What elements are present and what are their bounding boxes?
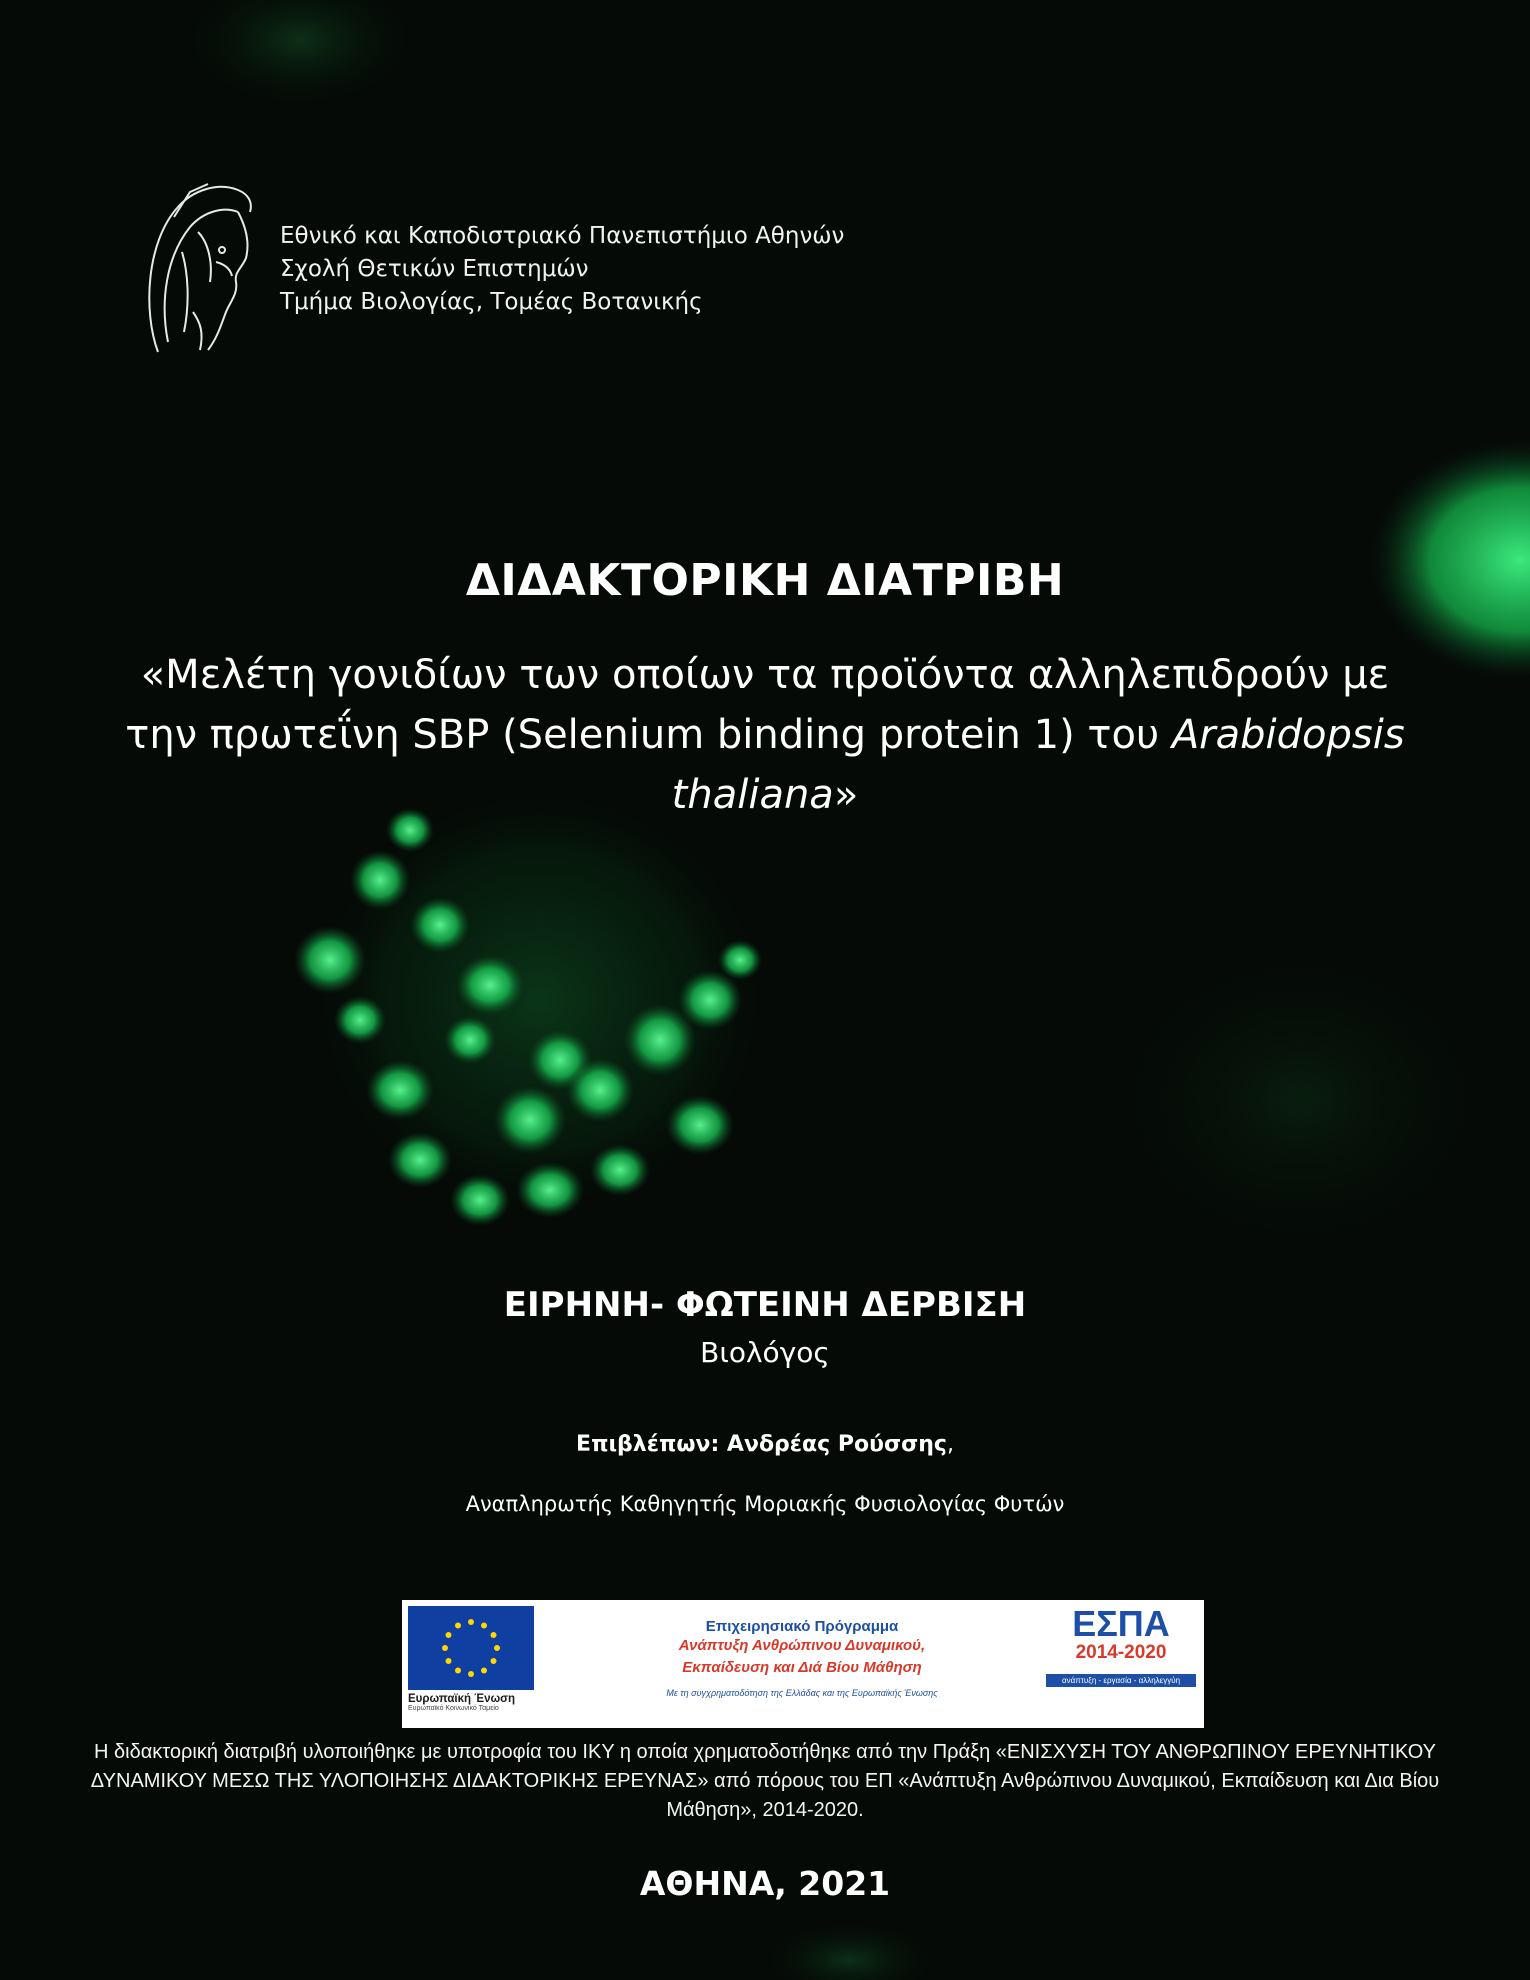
programme-text xyxy=(552,1618,1052,1698)
espa-word: ΕΣΠΑ xyxy=(1072,1603,1170,1644)
eu-star-icon xyxy=(455,1623,461,1629)
eu-star-icon xyxy=(491,1658,497,1664)
eu-label: Ευρωπαϊκή Ένωση xyxy=(408,1693,516,1705)
funding-note: Η διδακτορική διατριβή υλοποιήθηκε με υποτροφία του ΙΚΥ η οποία χρηματοδοτήθηκε από την Πράξη «ΕΝΙΣΧΥΣΗ ΤΟΥ ΑΝΘΡΩΠΙΝΟΥ ΕΡΕΥΝΗΤΙΚΟΥ ΔΥΝΑΜΙΚΟΥ ΜΕΣΩ ΤΗΣ ΥΛΟΠΟΙΗΣΗΣ ΔΙΔΑΚΤΟΡΙΚΗΣ ΕΡΕΥΝΑΣ» από πόρους του ΕΠ «Ανάπτυξη Ανθρώπινου Δυναμικού, Εκπαίδευση και Δια Βίου Μάθηση», 2014-2020. xyxy=(90,1741,1440,1821)
university-name: Εθνικό και Καποδιστριακό Πανεπιστήμιο Αθηνών xyxy=(280,223,845,249)
eu-star-icon xyxy=(481,1668,487,1674)
eu-flag-icon xyxy=(408,1606,534,1690)
funding-banner xyxy=(402,1600,1204,1728)
eu-star-icon xyxy=(442,1645,448,1651)
thesis-title-text: «Μελέτη γονιδίων των οποίων τα προϊόντα αλληλεπιδρούν με την πρωτεΐνη SBP (Selenium binding protein 1) του xyxy=(125,652,1390,758)
eu-star-icon xyxy=(494,1645,500,1651)
institution-header xyxy=(138,172,844,362)
eu-star-icon xyxy=(491,1632,497,1638)
espa-logo xyxy=(1046,1603,1196,1720)
programme-line3: Εκπαίδευση και Διά Βίου Μάθηση xyxy=(682,1659,922,1676)
supervisor-suffix: , xyxy=(946,1432,954,1457)
supervisor xyxy=(0,1432,1530,1457)
programme-line4: Με τη συγχρηματοδότηση της Ελλάδας και της Ευρωπαϊκής Ένωσης xyxy=(666,1688,938,1698)
thesis-type: ΔΙΔΑΚΤΟΡΙΚΗ ΔΙΑΤΡΙΒΗ xyxy=(465,555,1065,606)
supervisor-label: Επιβλέπων: Ανδρέας Ρούσσης xyxy=(576,1432,947,1457)
eu-star-icon xyxy=(481,1623,487,1629)
programme-line1: Επιχειρησιακό Πρόγραμμα xyxy=(705,1618,899,1635)
thesis-title-close: » xyxy=(833,772,859,818)
place-year: ΑΘΗΝΑ, 2021 xyxy=(639,1864,891,1903)
eu-star-icon xyxy=(446,1632,452,1638)
espa-years: 2014-2020 xyxy=(1075,1642,1167,1663)
thesis-title xyxy=(100,645,1430,825)
school-name: Σχολή Θετικών Επιστημών xyxy=(280,256,589,282)
eu-logo xyxy=(408,1606,536,1722)
supervisor-rank: Αναπληρωτής Καθηγητής Μοριακής Φυσιολογίας Φυτών xyxy=(465,1492,1065,1516)
eu-star-icon xyxy=(468,1619,474,1625)
eu-star-icon xyxy=(446,1658,452,1664)
programme-line2: Ανάπτυξη Ανθρώπινου Δυναμικού, xyxy=(678,1637,926,1654)
espa-tag: ανάπτυξη - εργασία - αλληλεγγύη xyxy=(1046,1674,1196,1687)
department-name: Τμήμα Βιολογίας, Τομέας Βοτανικής xyxy=(280,289,703,315)
author-profession: Βιολόγος xyxy=(700,1336,830,1369)
athena-crest-icon xyxy=(138,172,258,362)
eu-sub: Ευρωπαϊκό Κοινωνικό Ταμείο xyxy=(408,1705,499,1712)
thesis-title-species: Arabidopsis thaliana xyxy=(671,712,1405,818)
author-name: ΕΙΡΗΝΗ- ΦΩΤΕΙΝΗ ΔΕΡΒΙΣΗ xyxy=(503,1285,1027,1325)
eu-star-icon xyxy=(455,1668,461,1674)
eu-star-icon xyxy=(468,1671,474,1677)
